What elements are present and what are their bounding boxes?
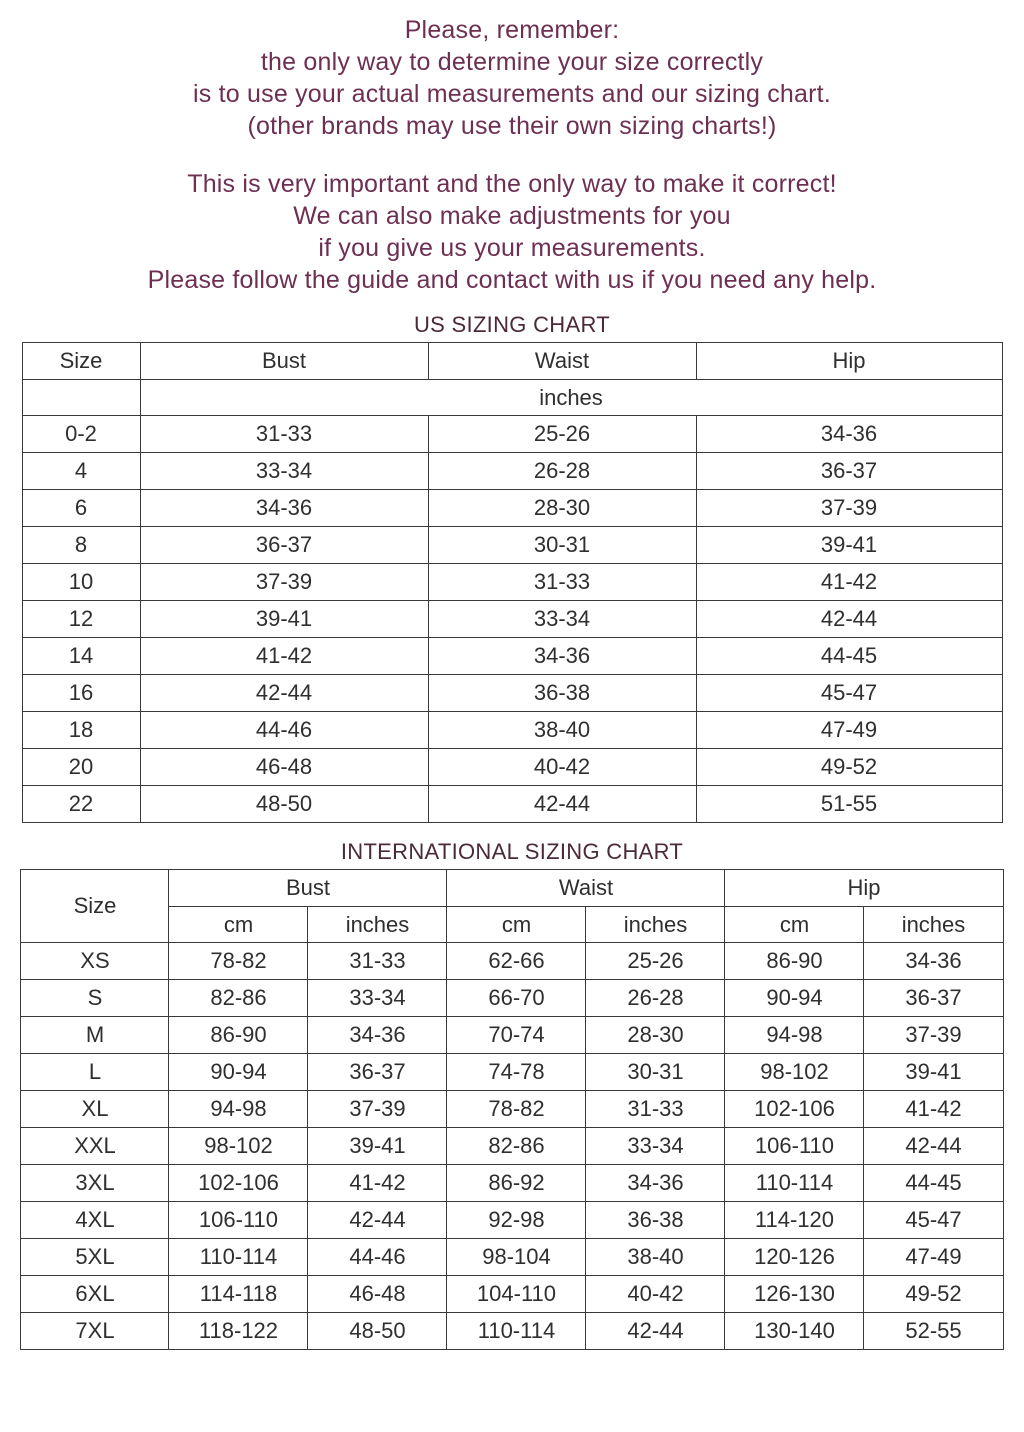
- header-waist: Waist: [428, 343, 696, 380]
- table-row: [22, 638, 1002, 675]
- cell-waist: 40-42: [428, 749, 696, 786]
- us-sizing-table: [22, 342, 1003, 823]
- subheader-hip-inches: inches: [864, 907, 1003, 943]
- cell-bust-in: 37-39: [308, 1091, 447, 1128]
- cell-size: 16: [22, 675, 140, 712]
- cell-waist: 34-36: [428, 638, 696, 675]
- table-row: [21, 1091, 1003, 1128]
- cell-bust-cm: 114-118: [169, 1276, 308, 1313]
- table-row: [22, 527, 1002, 564]
- us-chart-title: US SIZING CHART: [413, 312, 610, 337]
- unit-row: [22, 380, 1002, 416]
- cell-waist-in: 40-42: [586, 1276, 725, 1313]
- cell-bust-in: 48-50: [308, 1313, 447, 1350]
- cell-size: 5XL: [21, 1239, 169, 1276]
- intro-line: the only way to determine your size correctly: [260, 48, 764, 76]
- cell-waist: 26-28: [428, 453, 696, 490]
- unit-row-label: inches: [140, 380, 1002, 416]
- cell-waist-cm: 78-82: [447, 1091, 586, 1128]
- cell-bust-in: 44-46: [308, 1239, 447, 1276]
- cell-size: 20: [22, 749, 140, 786]
- cell-size: 12: [22, 601, 140, 638]
- cell-bust-cm: 94-98: [169, 1091, 308, 1128]
- cell-bust-in: 33-34: [308, 980, 447, 1017]
- table-row: [22, 675, 1002, 712]
- cell-bust: 34-36: [140, 490, 428, 527]
- cell-waist: 28-30: [428, 490, 696, 527]
- cell-hip-in: 44-45: [864, 1165, 1003, 1202]
- table-row: [22, 490, 1002, 527]
- cell-waist: 30-31: [428, 527, 696, 564]
- cell-bust-cm: 78-82: [169, 943, 308, 980]
- table-row: [22, 712, 1002, 749]
- unit-row-blank: [22, 380, 140, 416]
- cell-bust-in: 46-48: [308, 1276, 447, 1313]
- cell-bust-in: 31-33: [308, 943, 447, 980]
- intro-line: Please, remember:: [404, 16, 620, 44]
- cell-hip: 36-37: [696, 453, 1002, 490]
- cell-waist: 42-44: [428, 786, 696, 823]
- table-row: [21, 1313, 1003, 1350]
- cell-bust-cm: 98-102: [169, 1128, 308, 1165]
- intro-line: Please follow the guide and contact with us if you need any help.: [147, 266, 877, 294]
- cell-hip-cm: 126-130: [725, 1276, 864, 1313]
- cell-size: 6XL: [21, 1276, 169, 1313]
- cell-waist-in: 36-38: [586, 1202, 725, 1239]
- header-bust: Bust: [169, 870, 447, 907]
- cell-bust-in: 34-36: [308, 1017, 447, 1054]
- cell-bust-cm: 86-90: [169, 1017, 308, 1054]
- header-size: Size: [22, 343, 140, 380]
- cell-bust-cm: 82-86: [169, 980, 308, 1017]
- cell-hip-cm: 120-126: [725, 1239, 864, 1276]
- table-row: [22, 564, 1002, 601]
- table-row: [22, 601, 1002, 638]
- cell-waist-in: 38-40: [586, 1239, 725, 1276]
- cell-hip-in: 36-37: [864, 980, 1003, 1017]
- table-row: [22, 453, 1002, 490]
- cell-bust-in: 39-41: [308, 1128, 447, 1165]
- cell-bust: 37-39: [140, 564, 428, 601]
- cell-size: 18: [22, 712, 140, 749]
- cell-bust-in: 42-44: [308, 1202, 447, 1239]
- cell-waist-cm: 110-114: [447, 1313, 586, 1350]
- table-header-row: [21, 870, 1003, 907]
- cell-bust: 41-42: [140, 638, 428, 675]
- cell-hip: 44-45: [696, 638, 1002, 675]
- cell-hip-in: 47-49: [864, 1239, 1003, 1276]
- cell-waist: 38-40: [428, 712, 696, 749]
- cell-size: XL: [21, 1091, 169, 1128]
- intro-line: We can also make adjustments for you: [293, 202, 731, 230]
- subheader-bust-inches: inches: [308, 907, 447, 943]
- cell-bust-in: 41-42: [308, 1165, 447, 1202]
- cell-size: 4: [22, 453, 140, 490]
- cell-bust: 42-44: [140, 675, 428, 712]
- table-row: [22, 749, 1002, 786]
- cell-size: 8: [22, 527, 140, 564]
- cell-waist-cm: 82-86: [447, 1128, 586, 1165]
- cell-hip-in: 39-41: [864, 1054, 1003, 1091]
- cell-waist-cm: 62-66: [447, 943, 586, 980]
- unit-header-row: [21, 907, 1003, 943]
- cell-bust-cm: 110-114: [169, 1239, 308, 1276]
- table-row: [21, 1054, 1003, 1091]
- subheader-bust-cm: cm: [169, 907, 308, 943]
- cell-waist-cm: 66-70: [447, 980, 586, 1017]
- cell-hip-in: 34-36: [864, 943, 1003, 980]
- cell-hip-cm: 86-90: [725, 943, 864, 980]
- cell-waist: 36-38: [428, 675, 696, 712]
- table-row: [21, 1165, 1003, 1202]
- cell-bust: 39-41: [140, 601, 428, 638]
- header-hip: Hip: [725, 870, 1003, 907]
- header-hip: Hip: [696, 343, 1002, 380]
- cell-hip-in: 52-55: [864, 1313, 1003, 1350]
- cell-waist-cm: 70-74: [447, 1017, 586, 1054]
- cell-hip-in: 37-39: [864, 1017, 1003, 1054]
- cell-hip-in: 42-44: [864, 1128, 1003, 1165]
- cell-size: L: [21, 1054, 169, 1091]
- cell-hip-in: 49-52: [864, 1276, 1003, 1313]
- cell-bust-in: 36-37: [308, 1054, 447, 1091]
- cell-bust-cm: 106-110: [169, 1202, 308, 1239]
- intro-line: if you give us your measurements.: [318, 234, 706, 262]
- cell-waist: 25-26: [428, 416, 696, 453]
- cell-bust: 44-46: [140, 712, 428, 749]
- subheader-waist-cm: cm: [447, 907, 586, 943]
- cell-hip-in: 41-42: [864, 1091, 1003, 1128]
- cell-waist-in: 33-34: [586, 1128, 725, 1165]
- intro-line: is to use your actual measurements and our sizing chart.: [193, 80, 831, 108]
- cell-waist: 31-33: [428, 564, 696, 601]
- table-row: [21, 1128, 1003, 1165]
- cell-hip: 49-52: [696, 749, 1002, 786]
- cell-size: 0-2: [22, 416, 140, 453]
- cell-hip: 45-47: [696, 675, 1002, 712]
- cell-hip-cm: 114-120: [725, 1202, 864, 1239]
- cell-waist-cm: 74-78: [447, 1054, 586, 1091]
- table-row: [21, 980, 1003, 1017]
- cell-bust: 46-48: [140, 749, 428, 786]
- header-waist: Waist: [447, 870, 725, 907]
- table-row: [21, 1202, 1003, 1239]
- table-row: [22, 786, 1002, 823]
- cell-hip: 47-49: [696, 712, 1002, 749]
- cell-size: XS: [21, 943, 169, 980]
- cell-size: 3XL: [21, 1165, 169, 1202]
- cell-waist-cm: 92-98: [447, 1202, 586, 1239]
- cell-hip-cm: 102-106: [725, 1091, 864, 1128]
- cell-size: 6: [22, 490, 140, 527]
- cell-bust: 31-33: [140, 416, 428, 453]
- intro-spacer: [14, 142, 1010, 168]
- cell-hip-cm: 110-114: [725, 1165, 864, 1202]
- table-row: [21, 1276, 1003, 1313]
- cell-hip: 39-41: [696, 527, 1002, 564]
- cell-size: 7XL: [21, 1313, 169, 1350]
- table-header-row: [22, 343, 1002, 380]
- cell-hip: 42-44: [696, 601, 1002, 638]
- intro-line: (other brands may use their own sizing charts!): [247, 112, 777, 140]
- cell-waist-in: 25-26: [586, 943, 725, 980]
- cell-bust-cm: 118-122: [169, 1313, 308, 1350]
- intro-text: [14, 14, 1010, 296]
- cell-bust: 36-37: [140, 527, 428, 564]
- table-row: [22, 416, 1002, 453]
- cell-hip-in: 45-47: [864, 1202, 1003, 1239]
- cell-hip: 41-42: [696, 564, 1002, 601]
- cell-waist-in: 28-30: [586, 1017, 725, 1054]
- cell-size: 10: [22, 564, 140, 601]
- cell-size: XXL: [21, 1128, 169, 1165]
- cell-hip-cm: 94-98: [725, 1017, 864, 1054]
- header-size: Size: [21, 870, 169, 943]
- cell-hip-cm: 98-102: [725, 1054, 864, 1091]
- intro-line: This is very important and the only way to make it correct!: [187, 170, 837, 198]
- cell-bust-cm: 102-106: [169, 1165, 308, 1202]
- cell-waist-in: 34-36: [586, 1165, 725, 1202]
- cell-waist: 33-34: [428, 601, 696, 638]
- subheader-waist-inches: inches: [586, 907, 725, 943]
- intl-chart-title: INTERNATIONAL SIZING CHART: [340, 839, 684, 864]
- cell-waist-in: 26-28: [586, 980, 725, 1017]
- cell-waist-cm: 98-104: [447, 1239, 586, 1276]
- cell-waist-in: 30-31: [586, 1054, 725, 1091]
- international-sizing-table: [20, 869, 1003, 1350]
- header-bust: Bust: [140, 343, 428, 380]
- cell-hip: 34-36: [696, 416, 1002, 453]
- cell-bust-cm: 90-94: [169, 1054, 308, 1091]
- cell-hip: 51-55: [696, 786, 1002, 823]
- cell-hip-cm: 106-110: [725, 1128, 864, 1165]
- cell-size: S: [21, 980, 169, 1017]
- cell-size: 14: [22, 638, 140, 675]
- cell-size: M: [21, 1017, 169, 1054]
- cell-waist-in: 31-33: [586, 1091, 725, 1128]
- table-row: [21, 943, 1003, 980]
- cell-waist-cm: 86-92: [447, 1165, 586, 1202]
- cell-waist-cm: 104-110: [447, 1276, 586, 1313]
- cell-bust: 33-34: [140, 453, 428, 490]
- cell-bust: 48-50: [140, 786, 428, 823]
- cell-size: 22: [22, 786, 140, 823]
- table-row: [21, 1239, 1003, 1276]
- subheader-hip-cm: cm: [725, 907, 864, 943]
- cell-hip: 37-39: [696, 490, 1002, 527]
- cell-size: 4XL: [21, 1202, 169, 1239]
- cell-hip-cm: 90-94: [725, 980, 864, 1017]
- cell-hip-cm: 130-140: [725, 1313, 864, 1350]
- table-row: [21, 1017, 1003, 1054]
- cell-waist-in: 42-44: [586, 1313, 725, 1350]
